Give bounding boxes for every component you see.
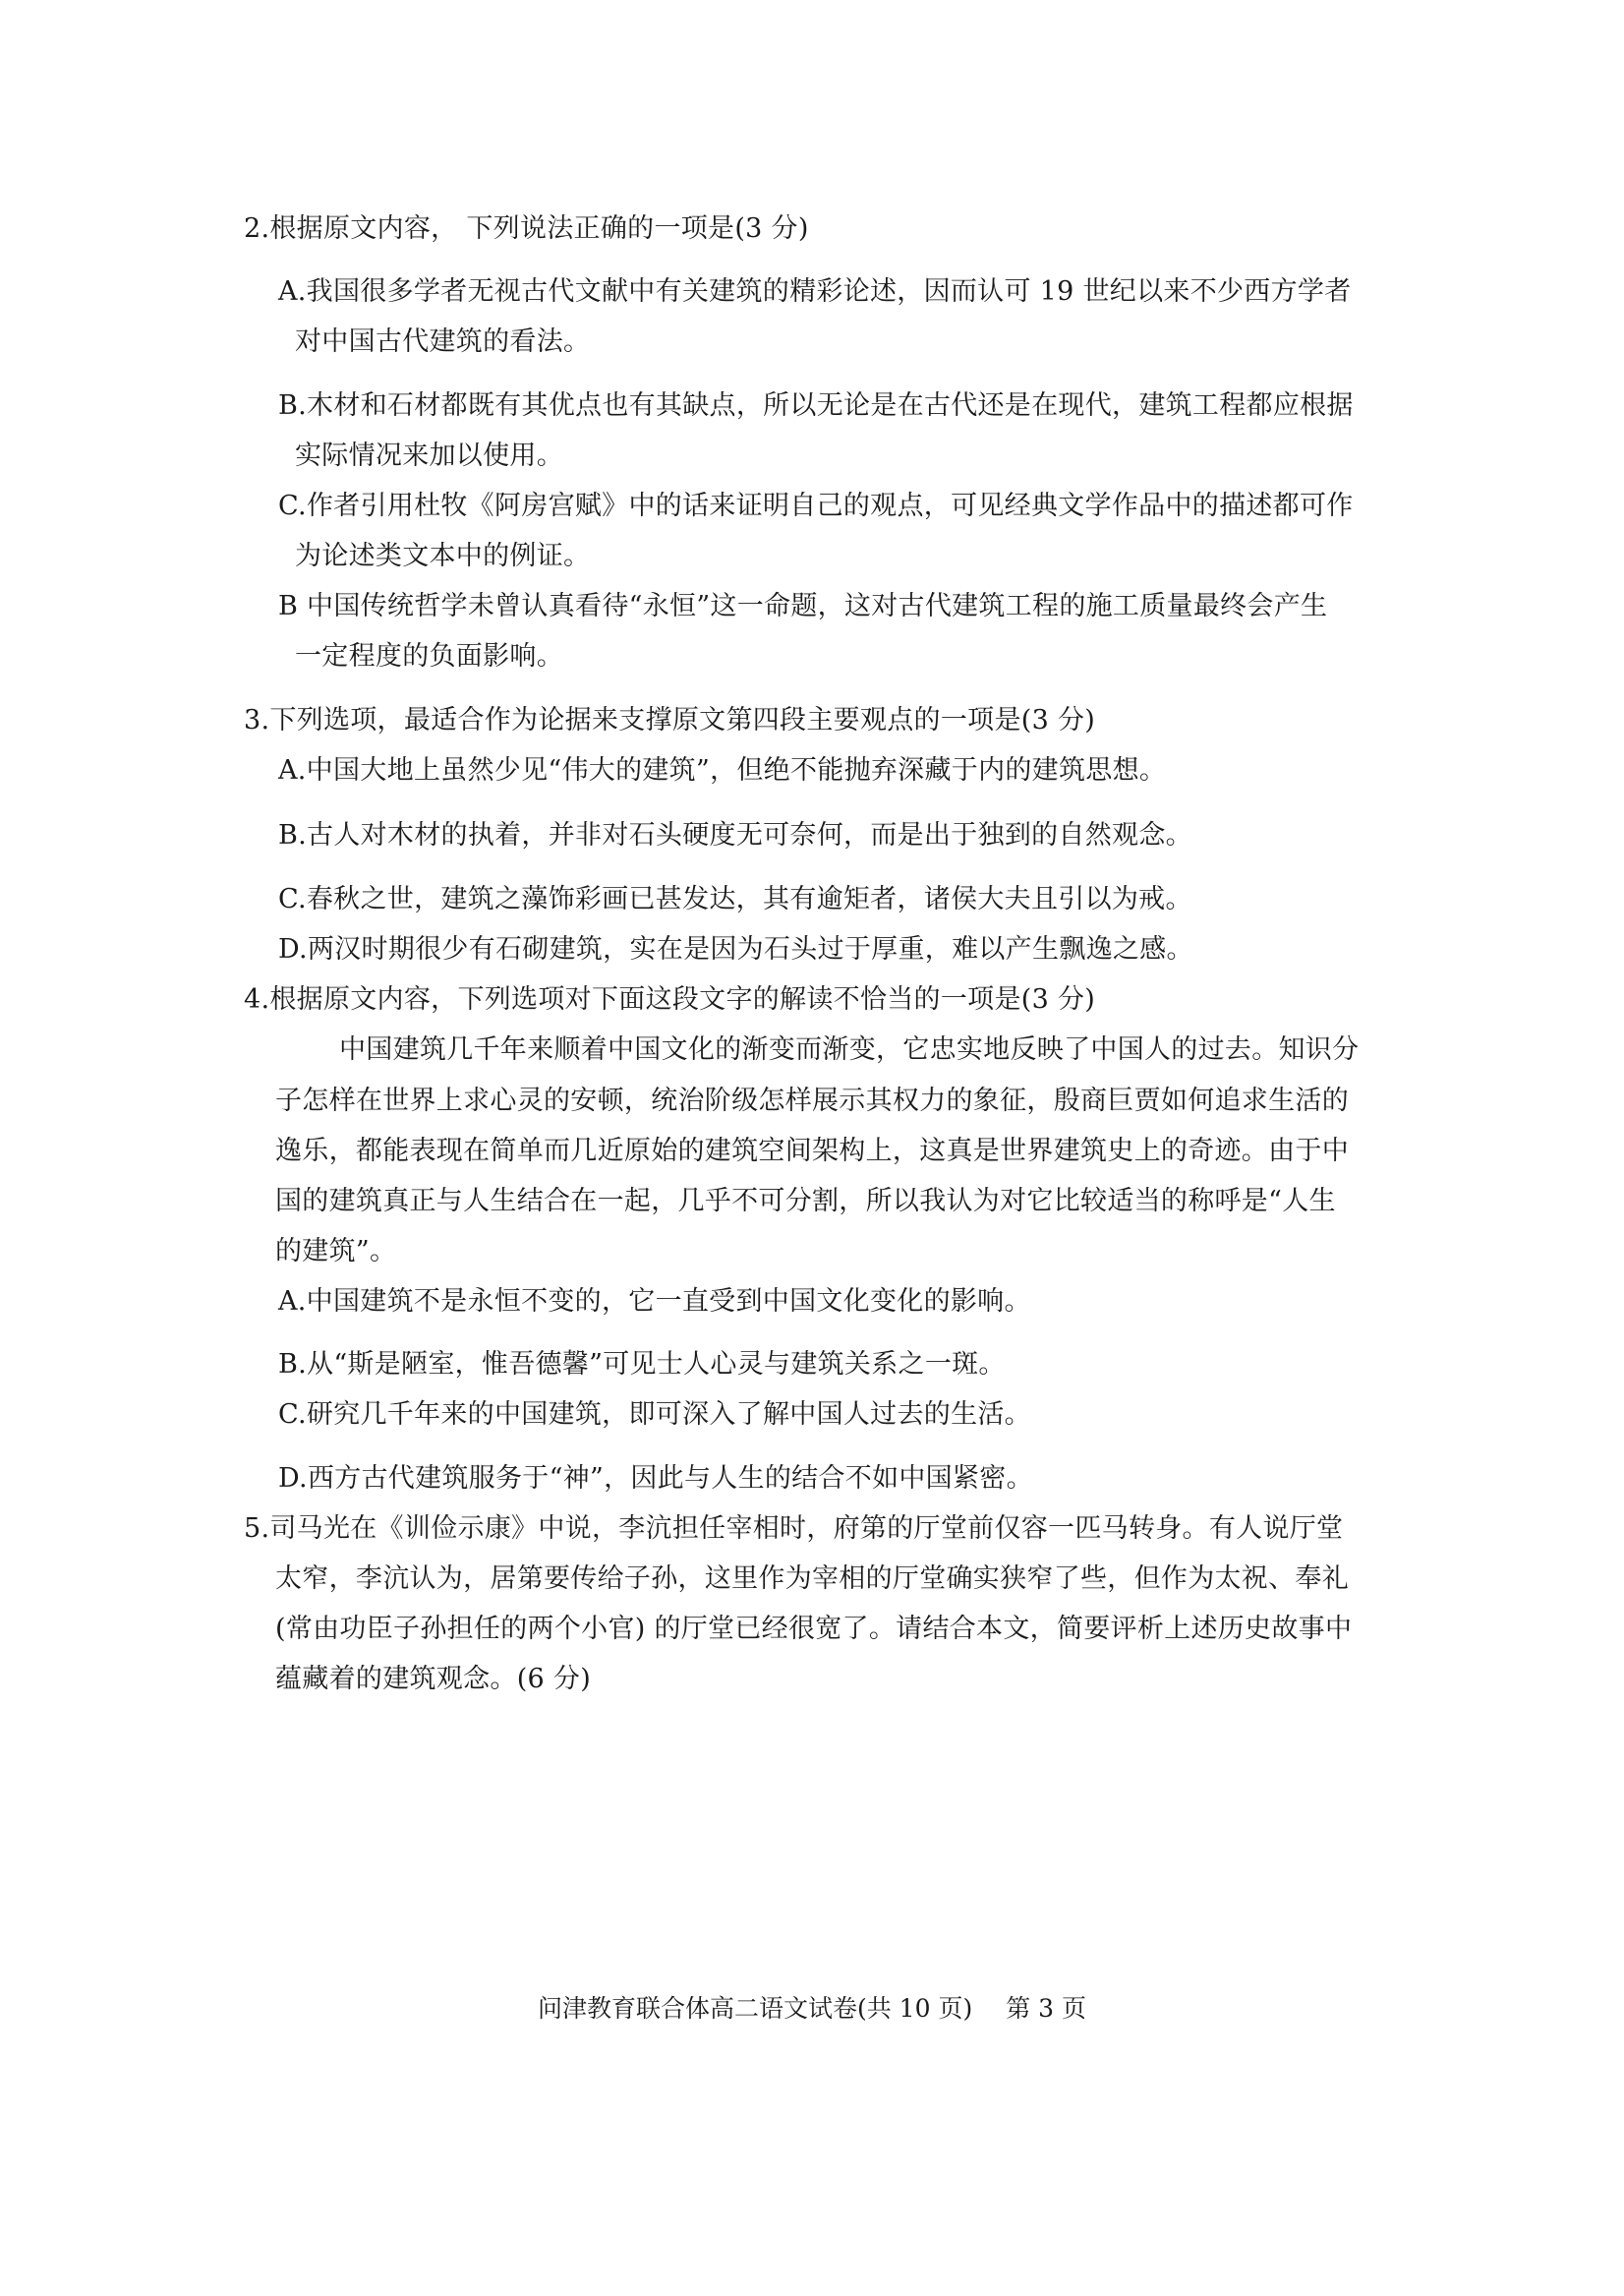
question-2-option-c: C.作者引用杜牧《阿房宫赋》中的话来证明自己的观点，可见经典文学作品中的描述都可作 [278,491,1354,521]
question-5-line: 蕴藏着的建筑观念。(6 分) [275,1664,592,1694]
question-2-option-c-cont: 为论述类文本中的例证。 [295,541,591,571]
question-2-stem: 2.根据原文内容， 下列说法正确的一项是(3 分) [244,213,809,244]
question-4-passage-line: 逸乐，都能表现在简单而几近原始的建筑空间架构上，这真是世界建筑史上的奇迹。由于中 [275,1136,1349,1166]
question-4-passage-line: 国的建筑真正与人生结合在一起，几乎不可分割，所以我认为对它比较适当的称呼是“人生 [275,1186,1336,1216]
question-4-passage-line: 的建筑”。 [275,1236,397,1266]
question-4-option-b: B.从“斯是陋室，惟吾德馨”可见士人心灵与建筑关系之一斑。 [278,1349,1006,1380]
question-4-passage-line: 子怎样在世界上求心灵的安顿，统治阶级怎样展示其权力的象征，殷商巨贾如何追求生活的 [275,1086,1349,1116]
question-2-option-b-cont: 实际情况来加以使用。 [295,441,563,471]
question-3-option-c: C.春秋之世，建筑之藻饰彩画已甚发达，其有逾矩者，诸侯大夫且引以为戒。 [278,884,1192,914]
question-3-option-a: A.中国大地上虽然少见“伟大的建筑”，但绝不能抛弃深藏于内的建筑思想。 [278,755,1167,786]
question-4-option-d: D.西方古代建筑服务于“神”，因此与人生的结合不如中国紧密。 [278,1463,1033,1494]
footer-title: 问津教育联合体高二语文试卷(共 10 页) [537,1994,973,2023]
question-4-option-c: C.研究几千年来的中国建筑，即可深入了解中国人过去的生活。 [278,1399,1031,1430]
page-footer [0,1996,1624,2021]
question-3-option-d: D.两汉时期很少有石砌建筑，实在是因为石头过于厚重，难以产生飘逸之感。 [278,934,1193,965]
question-5-line: (常由功臣子孙担任的两个小官) 的厅堂已经很宽了。请结合本文，简要评析上述历史故事中 [275,1614,1353,1644]
question-2-option-d: B 中国传统哲学未曾认真看待“永恒”这一命题，这对古代建筑工程的施工质量最终会产生 [278,591,1328,621]
question-2-option-a: A.我国很多学者无视古代文献中有关建筑的精彩论述，因而认可 19 世纪以来不少西方学者 [278,276,1352,307]
question-2-option-d-cont: 一定程度的负面影响。 [295,641,563,672]
question-4-option-a: A.中国建筑不是永恒不变的，它一直受到中国文化变化的影响。 [278,1286,1031,1317]
question-4-stem: 4.根据原文内容，下列选项对下面这段文字的解读不恰当的一项是(3 分) [244,984,1096,1015]
question-3-stem: 3.下列选项，最适合作为论据来支撑原文第四段主要观点的一项是(3 分) [244,705,1096,736]
question-2-option-a-cont: 对中国古代建筑的看法。 [295,326,591,357]
footer-page-number: 第 3 页 [1006,1994,1087,2023]
question-2-option-b: B.木材和石材都既有其优点也有其缺点，所以无论是在古代还是在现代，建筑工程都应根据 [278,390,1354,421]
question-4-passage-line: 中国建筑几千年来顺着中国文化的渐变而渐变，它忠实地反映了中国人的过去。知识分 [339,1034,1360,1065]
question-5-line: 5.司马光在《训俭示康》中说，李沆担任宰相时，府第的厅堂前仅容一匹马转身。有人说厅堂 [244,1513,1344,1544]
question-5-line: 太窄，李沆认为，居第要传给子孙，这里作为宰相的厅堂确实狭窄了些，但作为太祝、奉礼 [275,1563,1349,1594]
question-3-option-b: B.古人对木材的执着，并非对石头硬度无可奈何，而是出于独到的自然观念。 [278,820,1192,851]
